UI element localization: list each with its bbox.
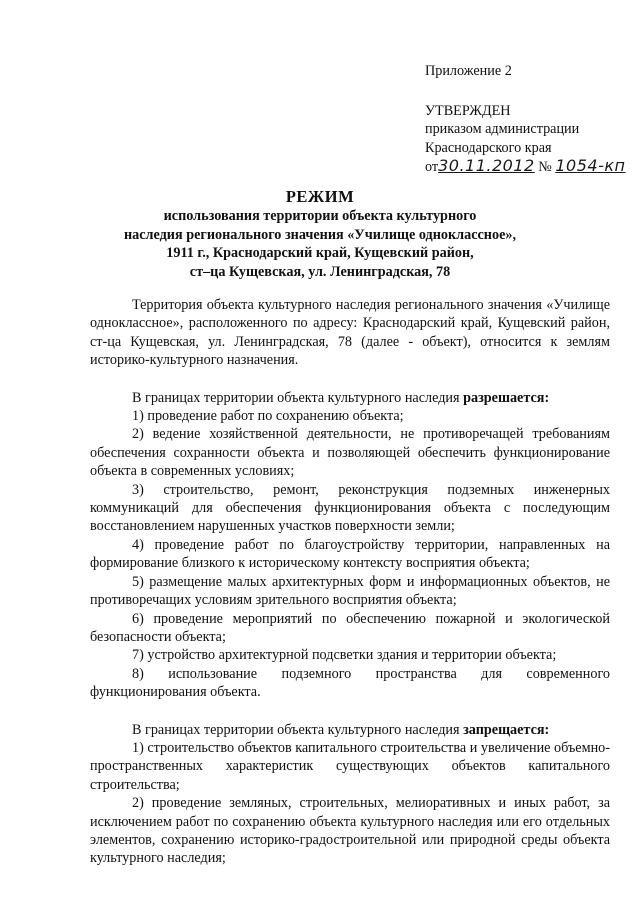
allowed-keyword: разрешается: (463, 389, 550, 406)
allowed-item-5: 5) размещение малых архитектурных форм и информационных объектов, не противоречащих условиям зрительного восприятия объекта; (90, 573, 610, 609)
order-number-handwritten: 1054-кп (555, 156, 626, 175)
approval-line-2: Краснодарского края (425, 139, 552, 156)
forbidden-item-2: 2) проведение земляных, строительных, мелиоративных и иных работ, за исключением работ по сохранению объекта культурного наследия или его отдельных элементов, сохранению историко-градостроительной или природной среды объекта культурного наследия; (90, 795, 610, 867)
approval-line-1: приказом администрации (425, 121, 580, 137)
title-line-2: наследия регионального значения «Училище одноклассное», (123, 226, 517, 243)
allowed-heading (90, 389, 610, 407)
appendix-label: Приложение 2 (425, 63, 512, 79)
forbidden-lead: В границах территории объекта культурного наследия (132, 721, 464, 738)
allowed-lead: В границах территории объекта культурного наследия (132, 389, 464, 406)
allowed-item-4: 4) проведение работ по благоустройству территории, направленных на формирование близкого к историческому контексту восприятия объекта; (90, 536, 610, 572)
allowed-item-3: 3) строительство, ремонт, реконструкция подземных инженерных коммуникаций для обеспечения функционирования объекта с последующим восстановлением нарушенных участков поверхности земли; (90, 481, 610, 535)
order-date-handwritten: 30.11.2012 (438, 156, 535, 175)
title-main: РЕЖИМ (285, 187, 355, 206)
intro-paragraph: Территория объекта культурного наследия регионального значения «Училище одноклассное», расположенного по адресу: Краснодарский край, Кущевский район, ст-ца Кущевская, ул. Ленинградская, 78 (далее - объект), относится к землям историко-культурного назначения. (90, 297, 610, 369)
forbidden-heading (90, 721, 610, 739)
title-line-1: использования территории объекта культурного (163, 208, 477, 224)
forbidden-keyword: запрещается: (463, 721, 550, 738)
allowed-item-8: 8) использование подземного пространства для современного функционирования объекта. (90, 665, 610, 701)
title-line-3: 1911 г., Краснодарский край, Кущевский район, (166, 245, 474, 261)
order-line (425, 157, 630, 177)
title-line-4: ст–ца Кущевская, ул. Ленинградская, 78 (189, 263, 451, 280)
allowed-item-2: 2) ведение хозяйственной деятельности, не противоречащей требованиям обеспечения сохранности объекта и позволяющей обеспечить функционирование объекта в современных условиях; (90, 426, 610, 480)
document-title (60, 187, 580, 281)
allowed-item-6: 6) проведение мероприятий по обеспечению пожарной и экологической безопасности объекта; (90, 610, 610, 645)
order-number-label: № (538, 159, 552, 175)
allowed-item-7: 7) устройство архитектурной подсветки здания и территории объекта; (132, 647, 557, 664)
approval-header (425, 62, 630, 177)
allowed-item-1: 1) проведение работ по сохранению объекта; (132, 408, 404, 425)
order-prefix: от (425, 159, 439, 175)
approved-label: УТВЕРЖДЕН (425, 102, 511, 119)
forbidden-item-1: 1) строительство объектов капитального строительства и увеличение объемно-пространственных характеристик существующих объектов капитального строительства; (90, 739, 610, 793)
document-body (90, 296, 610, 868)
